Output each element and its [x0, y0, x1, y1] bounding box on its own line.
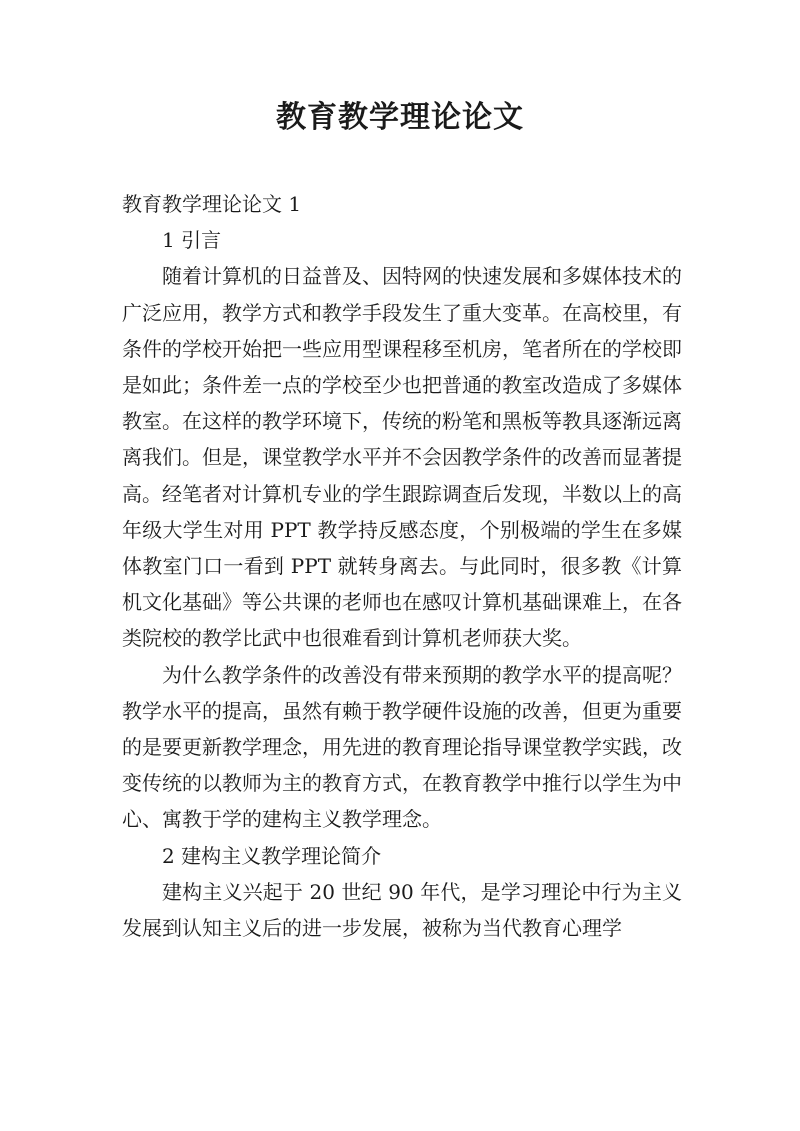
document-body: [122, 186, 682, 946]
document-title: 教育教学理论论文: [276, 100, 524, 135]
paragraph: 为什么教学条件的改善没有带来预期的教学水平的提高呢？教学水平的提高，虽然有赖于教学硬件设施的改善，但更为重要的是要更新教学理念，用先进的教育理论指导课堂教学实践，改变传统的以教师为主的教育方式，在教育教学中推行以学生为中心、寓教于学的建构主义教学理念。: [122, 662, 682, 832]
paragraph: 随着计算机的日益普及、因特网的快速发展和多媒体技术的广泛应用，教学方式和教学手段发生了重大变革。在高校里，有条件的学校开始把一些应用型课程移至机房，笔者所在的学校即是如此；条件差一点的学校至少也把普通的教室改造成了多媒体教室。在这样的教学环境下，传统的粉笔和黑板等教具逐渐远离离我们。但是，课堂教学水平并不会因教学条件的改善而显著提高。经笔者对计算机专业的学生跟踪调查后发现，半数以上的高年级大学生对用 PPT 教学持反感态度，个别极端的学生在多媒体教室门口一看到 PPT 就转身离去。与此同时，很多教《计算机文化基础》等公共课的老师也在感叹计算机基础课难上，在各类院校的教学比武中也很难看到计算机老师获大奖。: [122, 264, 682, 651]
paragraph: 建构主义兴起于 20 世纪 90 年代，是学习理论中行为主义发展到认知主义后的进一步发展，被称为当代教育心理学: [122, 879, 682, 941]
article-subtitle: 教育教学理论论文 1: [122, 192, 302, 216]
section-heading-constructivism: 2 建构主义教学理论简介: [162, 843, 382, 868]
section-heading-introduction: 1 引言: [162, 228, 222, 253]
